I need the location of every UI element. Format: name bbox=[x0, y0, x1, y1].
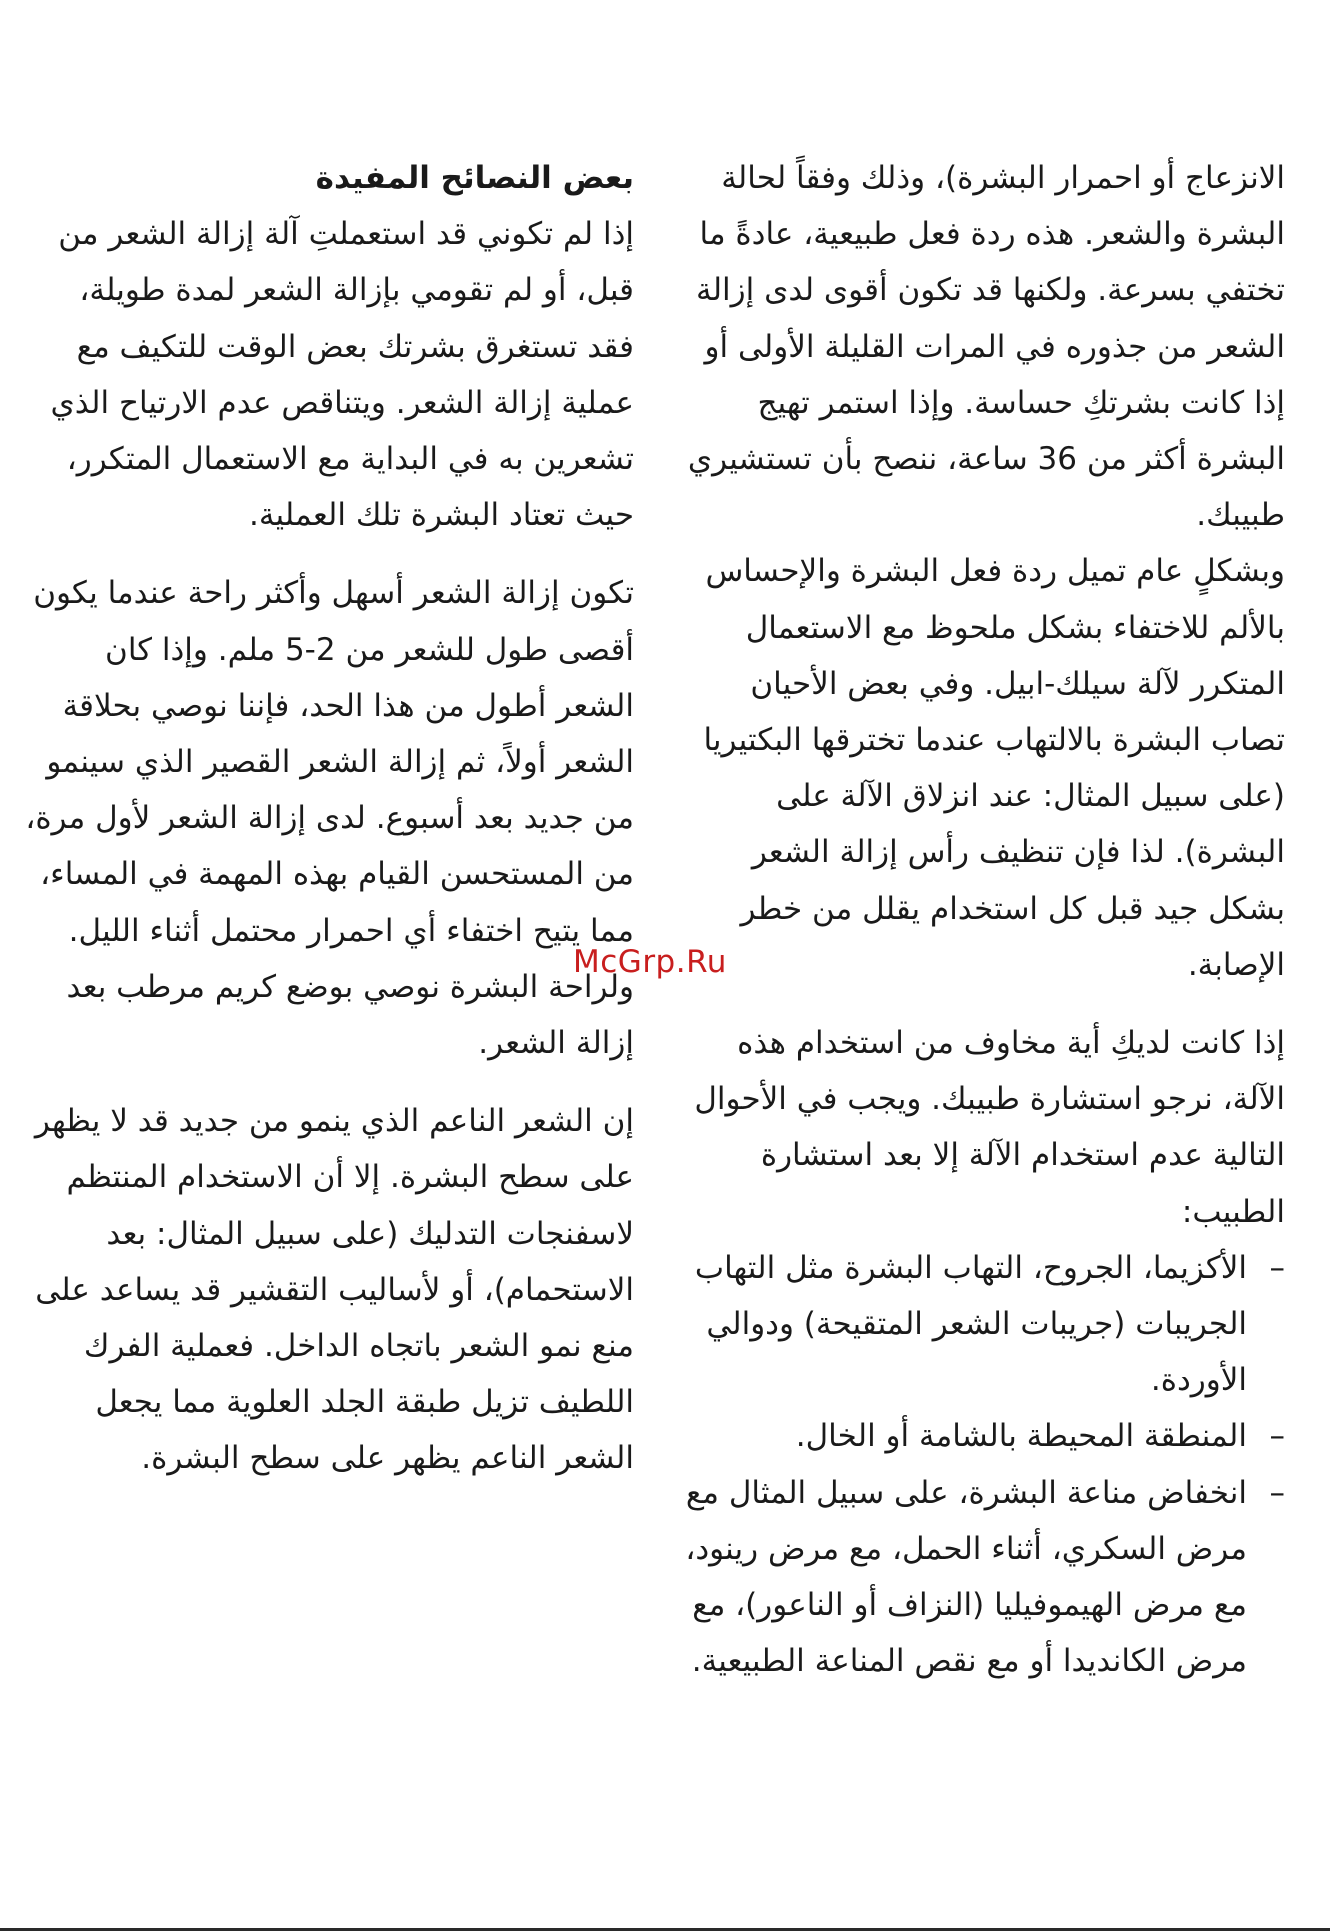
paragraph-first-use: إذا لم تكوني قد استعملتِ آلة إزالة الشعر من قبل، أو لم تقومي بإزالة الشعر لمدة طويلة، فقد تستغرق بشرتك بعض الوقت للتكيف مع عملية إزالة الشعر. ويتناقص عدم الارتياح الذي تشعرين به في البداية مع الاستعمال المتكرر، حيث تعتاد البشرة تلك العملية. bbox=[50, 216, 634, 534]
dash-marker: – bbox=[1269, 1418, 1285, 1455]
list-item bbox=[675, 1240, 1285, 1409]
paragraph-hair-length: تكون إزالة الشعر أسهل وأكثر راحة عندما يكون أقصى طول للشعر من 2-5 ملم. وإذا كان الشعر أطول من هذا الحد، فإننا نوصي بحلاقة الشعر أولاً، ثم إزالة الشعر القصير الذي سينمو من جديد بعد أسبوع. لدى إزالة الشعر لأول مرة، من المستحسن القيام بهذه المهمة في المساء، مما يتيح اختفاء أي احمرار محتمل أثناء الليل. ولراحة البشرة نوصي بوضع كريم مرطب بعد إزالة الشعر. bbox=[25, 575, 634, 1062]
paragraph-pain-decrease: وبشكلٍ عام تميل ردة فعل البشرة والإحساس بالألم للاختفاء بشكل ملحوظ مع الاستعمال المتكرر لآلة سيلك-ابيل. وفي بعض الأحيان تصاب البشرة بالالتهاب عندما تخترقها البكتيريا (على سبيل المثال: عند انزلاق الآلة على البشرة). لذا فإن تنظيف رأس إزالة الشعر بشكل جيد قبل كل استخدام يقلل من خطر الإصابة. bbox=[703, 553, 1285, 983]
left-column bbox=[24, 150, 634, 1487]
list-item bbox=[675, 1408, 1285, 1464]
contraindications-list bbox=[675, 1240, 1285, 1690]
paragraph-ingrown-hair: إن الشعر الناعم الذي ينمو من جديد قد لا يظهر على سطح البشرة. إلا أن الاستخدام المنتظم لاسفنجات التدليك (على سبيل المثال: بعد الاستحمام)، أو لأساليب التقشير قد يساعد على منع نمو الشعر باتجاه الداخل. فعملية الفرك اللطيف تزيل طبقة الجلد العلوية مما يجعل الشعر الناعم يظهر على سطح البشرة. bbox=[34, 1103, 634, 1477]
paragraph-skin-reaction: الانزعاج أو احمرار البشرة)، وذلك وفقاً لحالة البشرة والشعر. هذه ردة فعل طبيعية، عادةً ما تختفي بسرعة. ولكنها قد تكون أقوى لدى إزالة الشعر من جذوره في المرات القليلة الأولى أو إذا كانت بشرتكِ حساسة. وإذا استمر تهيج البشرة أكثر من 36 ساعة، ننصح بأن تستشيري طبيبك. bbox=[687, 160, 1285, 534]
list-item-text: الأكزيما، الجروح، التهاب البشرة مثل التهاب الجريبات (جريبات الشعر المتقيحة) ودوالي الأوردة. bbox=[694, 1249, 1247, 1399]
dash-marker: – bbox=[1269, 1474, 1285, 1511]
watermark: McGrp.Ru bbox=[573, 944, 727, 980]
list-item bbox=[675, 1465, 1285, 1690]
dash-marker: – bbox=[1269, 1249, 1285, 1286]
list-item-text: المنطقة المحيطة بالشامة أو الخال. bbox=[795, 1418, 1247, 1455]
list-item-text: انخفاض مناعة البشرة، على سبيل المثال مع مرض السكري، أثناء الحمل، مع مرض رينود، مع مرض الهيموفيليا (النزاف أو الناعور)، مع مرض الكانديدا أو مع نقص المناعة الطبيعية. bbox=[685, 1474, 1247, 1680]
section-heading: بعض النصائح المفيدة bbox=[315, 160, 634, 196]
right-column bbox=[675, 150, 1285, 1689]
paragraph-consult-doctor: إذا كانت لديكِ أية مخاوف من استخدام هذه الآلة، نرجو استشارة طبيبك. ويجب في الأحوال التالية عدم استخدام الآلة إلا بعد استشارة الطبيب: bbox=[694, 1025, 1285, 1230]
